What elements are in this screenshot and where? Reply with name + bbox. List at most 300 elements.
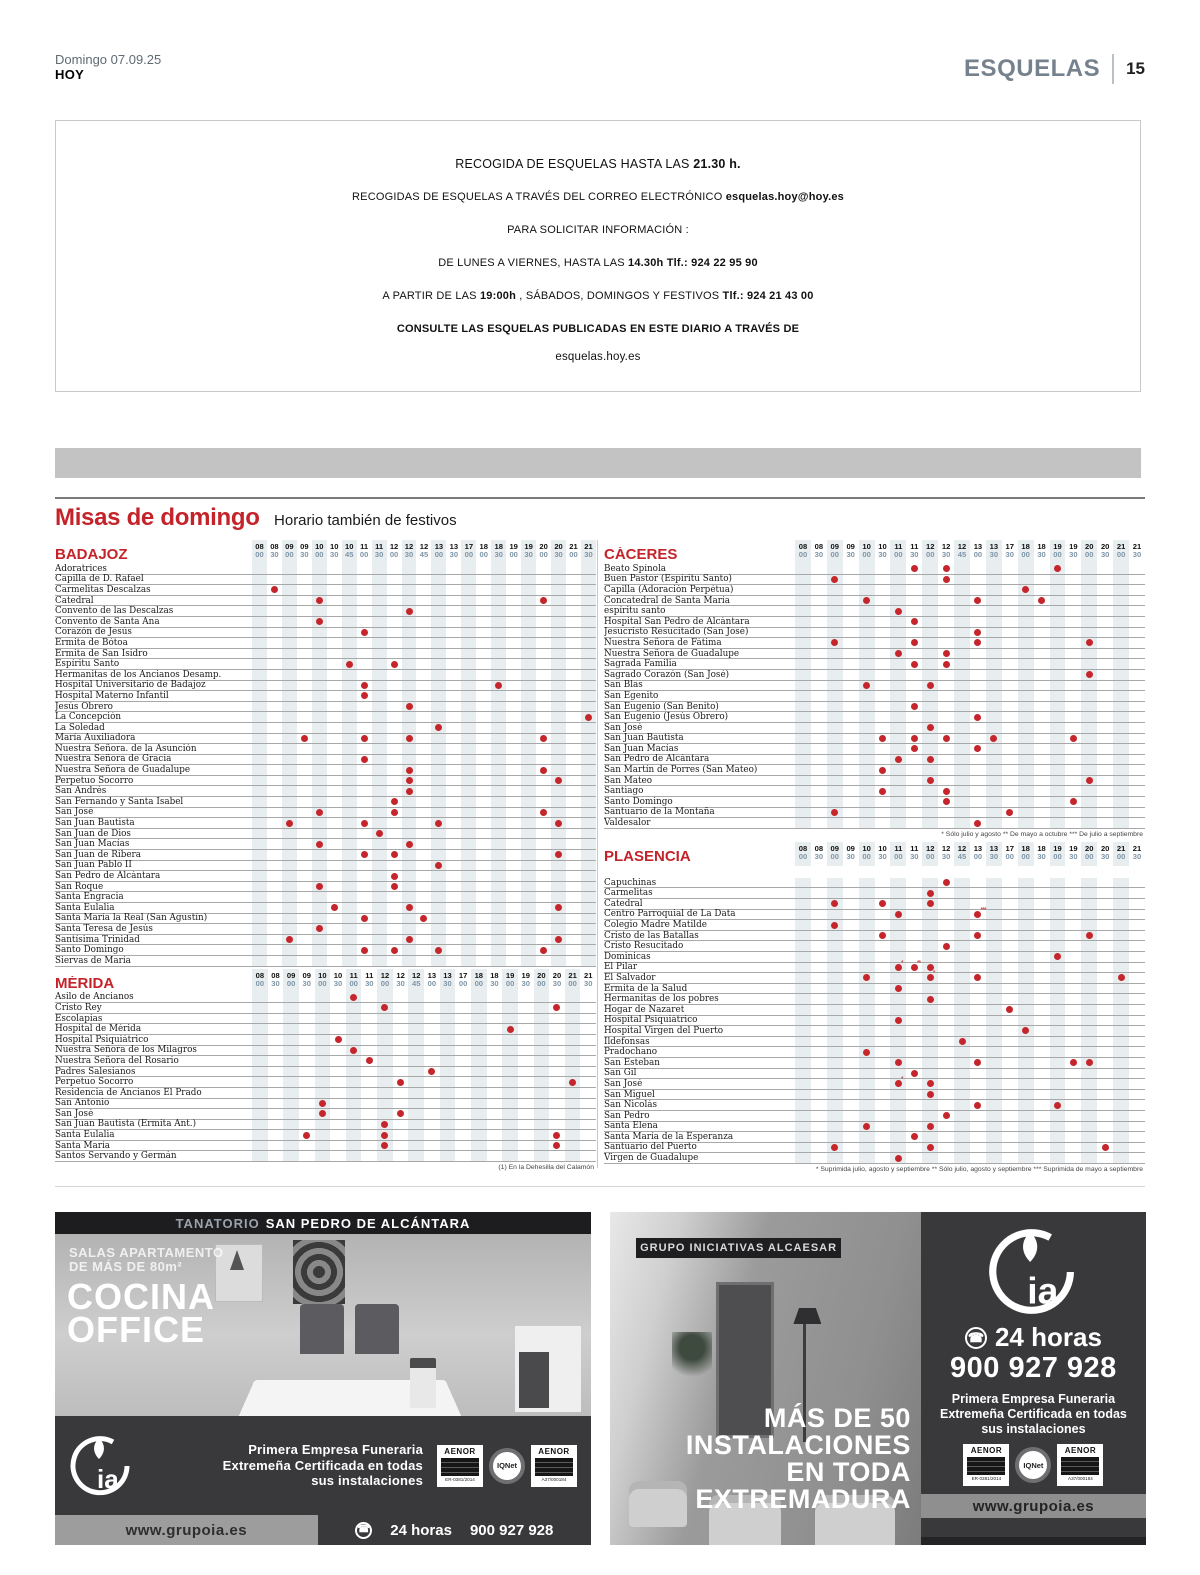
time-cell xyxy=(986,575,1002,585)
mass-dot xyxy=(350,994,357,1001)
time-cell xyxy=(1002,1079,1018,1089)
mass-dot xyxy=(863,1049,870,1056)
time-cell xyxy=(843,963,859,973)
time-cell xyxy=(970,659,986,669)
time-cell xyxy=(1050,1132,1066,1142)
time-cell xyxy=(487,1046,503,1056)
time-cell xyxy=(491,892,506,902)
time-cell xyxy=(387,956,402,966)
time-cell xyxy=(506,776,521,786)
time-cell xyxy=(811,920,827,930)
time-cell xyxy=(1129,1100,1145,1110)
time-cell xyxy=(1050,596,1066,606)
time-cell xyxy=(811,984,827,994)
time-column-header: 09 00 xyxy=(827,540,843,564)
time-cell xyxy=(795,628,811,638)
time-cell xyxy=(327,744,342,754)
mass-dot xyxy=(397,1110,404,1117)
time-cell xyxy=(424,1109,440,1119)
time-cell xyxy=(875,952,891,962)
mass-dot xyxy=(435,820,442,827)
time-column-header: 18 00 xyxy=(1018,540,1034,564)
time-cell xyxy=(827,973,843,983)
time-cell xyxy=(551,903,566,913)
time-cell xyxy=(1129,910,1145,920)
time-cell xyxy=(518,1109,534,1119)
time-cell xyxy=(986,681,1002,691)
time-cell xyxy=(372,818,387,828)
mass-dot xyxy=(927,1091,934,1098)
time-cell xyxy=(536,638,551,648)
time-cell xyxy=(890,638,906,648)
time-cell xyxy=(811,776,827,786)
time-cell xyxy=(393,1003,409,1013)
time-cell xyxy=(424,1056,440,1066)
time-cell xyxy=(1018,973,1034,983)
time-cell xyxy=(922,755,938,765)
table-row xyxy=(604,1090,1145,1101)
time-cell xyxy=(416,818,431,828)
time-cell xyxy=(252,993,268,1003)
time-cell xyxy=(1034,952,1050,962)
time-cell xyxy=(795,1058,811,1068)
time-cell xyxy=(1113,1122,1129,1132)
time-cell xyxy=(1050,786,1066,796)
time-cell xyxy=(461,861,476,871)
time-cell xyxy=(811,963,827,973)
church-name: Residencia de Ancianos El Prado xyxy=(55,1087,202,1098)
time-cell xyxy=(387,818,402,828)
time-cell xyxy=(471,1088,487,1098)
time-cell xyxy=(357,914,372,924)
time-cell xyxy=(393,1151,409,1161)
time-cell xyxy=(476,638,491,648)
masses-left-column xyxy=(55,540,596,1175)
time-cell xyxy=(416,850,431,860)
time-cell xyxy=(986,596,1002,606)
time-cell xyxy=(536,681,551,691)
time-cell xyxy=(1065,1143,1081,1153)
time-cell xyxy=(1097,649,1113,659)
time-cell xyxy=(312,744,327,754)
time-cell xyxy=(986,617,1002,627)
phone-number: 900 927 928 xyxy=(469,1521,554,1539)
mass-dot xyxy=(927,724,934,731)
time-cell xyxy=(312,776,327,786)
time-cell xyxy=(416,702,431,712)
time-cell xyxy=(1081,628,1097,638)
time-cell xyxy=(566,765,581,775)
time-cell xyxy=(342,882,357,892)
time-cell xyxy=(1065,1100,1081,1110)
time-cell xyxy=(357,638,372,648)
time-cell xyxy=(357,659,372,669)
time-cell xyxy=(827,952,843,962)
time-cell xyxy=(282,617,297,627)
time-cell xyxy=(1050,1122,1066,1132)
time-cell xyxy=(424,993,440,1003)
time-cell xyxy=(424,1120,440,1130)
time-cell xyxy=(827,585,843,595)
time-column-header: 10 00 xyxy=(315,969,331,993)
time-cell xyxy=(446,638,461,648)
time-cell xyxy=(408,1046,424,1056)
time-cell xyxy=(875,1037,891,1047)
time-cell xyxy=(1113,585,1129,595)
time-cell xyxy=(1129,994,1145,1004)
time-cell xyxy=(327,702,342,712)
time-cell xyxy=(906,878,922,888)
time-cell xyxy=(491,702,506,712)
time-cell xyxy=(1081,1090,1097,1100)
time-cell xyxy=(581,818,596,828)
time-cell xyxy=(1065,1153,1081,1163)
church-name: Espíritu Santo xyxy=(55,659,120,670)
time-cell xyxy=(1034,691,1050,701)
time-cell xyxy=(357,744,372,754)
time-cell xyxy=(534,1014,550,1024)
time-cell xyxy=(1097,984,1113,994)
time-cell xyxy=(431,935,446,945)
time-cell xyxy=(476,903,491,913)
time-cell xyxy=(1050,585,1066,595)
time-cell xyxy=(402,744,417,754)
church-name: San Juan de Ribera xyxy=(55,849,141,860)
aenor-label: AENOR xyxy=(1064,1446,1097,1455)
time-cell xyxy=(1113,818,1129,828)
time-cell xyxy=(811,670,827,680)
time-cell xyxy=(859,786,875,796)
ad-photo-lobby xyxy=(610,1212,921,1545)
time-cell xyxy=(1034,734,1050,744)
time-cell xyxy=(446,691,461,701)
time-cell xyxy=(283,1024,299,1034)
time-cell xyxy=(795,1153,811,1163)
time-cell xyxy=(342,723,357,733)
time-cell xyxy=(402,585,417,595)
time-cell xyxy=(461,712,476,722)
time-cell xyxy=(827,1037,843,1047)
time-cell xyxy=(811,712,827,722)
time-cell xyxy=(342,829,357,839)
time-cell xyxy=(549,1099,565,1109)
time-cell xyxy=(566,606,581,616)
time-cell xyxy=(581,681,596,691)
time-cell xyxy=(1129,585,1145,595)
time-cell xyxy=(534,1120,550,1130)
time-cell xyxy=(1129,878,1145,888)
time-cell xyxy=(859,1111,875,1121)
time-cell xyxy=(1018,1100,1034,1110)
time-cell xyxy=(954,910,970,920)
mass-dot xyxy=(895,1017,902,1024)
time-cell xyxy=(1002,984,1018,994)
time-cell xyxy=(267,935,282,945)
time-cell xyxy=(491,956,506,966)
big-line2: INSTALACIONES xyxy=(685,1430,911,1460)
time-cell xyxy=(282,606,297,616)
time-cell xyxy=(402,945,417,955)
time-cell xyxy=(906,1047,922,1057)
claim-line2: Extremeña Certificada en todas xyxy=(939,1407,1127,1421)
time-cell xyxy=(859,878,875,888)
time-cell xyxy=(487,1067,503,1077)
table-row xyxy=(604,1037,1145,1048)
time-cell xyxy=(581,585,596,595)
time-cell xyxy=(811,617,827,627)
time-cell xyxy=(327,818,342,828)
church-name: Escolapias xyxy=(55,1013,103,1024)
time-cell xyxy=(875,818,891,828)
time-cell xyxy=(986,878,1002,888)
time-cell xyxy=(315,1035,331,1045)
time-cell xyxy=(970,1026,986,1036)
time-cell xyxy=(267,702,282,712)
time-cell xyxy=(1050,963,1066,973)
time-cell xyxy=(1050,628,1066,638)
time-cell xyxy=(387,776,402,786)
time-cell xyxy=(518,1141,534,1151)
time-cell xyxy=(518,1003,534,1013)
time-cell xyxy=(580,1120,596,1130)
phone-block xyxy=(318,1515,591,1545)
time-cell xyxy=(1002,1037,1018,1047)
time-cell xyxy=(393,1141,409,1151)
time-cell xyxy=(297,776,312,786)
time-cell xyxy=(843,776,859,786)
time-cell xyxy=(827,941,843,951)
mass-dot xyxy=(540,735,547,742)
time-cell xyxy=(346,993,362,1003)
church-name: Ermita de Bótoa xyxy=(55,637,128,648)
time-cell xyxy=(581,744,596,754)
time-cell xyxy=(954,818,970,828)
time-cell xyxy=(566,723,581,733)
time-cell xyxy=(1081,1058,1097,1068)
time-cell xyxy=(986,910,1002,920)
time-cell xyxy=(566,734,581,744)
time-cell xyxy=(1113,910,1129,920)
time-cell xyxy=(506,765,521,775)
time-cell xyxy=(446,659,461,669)
time-cell xyxy=(581,702,596,712)
time-cell xyxy=(416,575,431,585)
time-cell xyxy=(938,723,954,733)
time-cell xyxy=(521,606,536,616)
time-cell xyxy=(938,734,954,744)
time-cell xyxy=(875,606,891,616)
time-cell xyxy=(922,1090,938,1100)
time-cell xyxy=(342,850,357,860)
mass-dot xyxy=(1086,671,1093,678)
time-cell xyxy=(506,829,521,839)
mass-dot xyxy=(831,639,838,646)
time-cell xyxy=(252,1120,268,1130)
time-cell xyxy=(476,765,491,775)
time-cell xyxy=(1002,564,1018,574)
time-cell xyxy=(1097,1090,1113,1100)
time-cell xyxy=(372,914,387,924)
time-cell xyxy=(954,638,970,648)
time-cell xyxy=(327,797,342,807)
time-cell xyxy=(581,956,596,966)
time-cell xyxy=(402,892,417,902)
time-cell xyxy=(843,755,859,765)
time-cell xyxy=(357,564,372,574)
time-cell xyxy=(827,702,843,712)
time-cell xyxy=(551,924,566,934)
overlay-line1: SALAS APARTAMENTO xyxy=(69,1245,224,1260)
time-cell xyxy=(970,808,986,818)
time-cell xyxy=(402,723,417,733)
table-footnote: * Sólo julio y agosto ** De mayo a octubre *** De julio a septiembre xyxy=(941,830,1143,838)
church-name: El Salvador xyxy=(604,972,656,983)
city-title: MÉRIDA xyxy=(55,975,115,992)
time-cell xyxy=(297,818,312,828)
time-cell xyxy=(408,1024,424,1034)
time-cell xyxy=(875,691,891,701)
time-cell xyxy=(843,1132,859,1142)
time-cell xyxy=(471,1035,487,1045)
time-cell xyxy=(986,1153,1002,1163)
time-cell xyxy=(795,1111,811,1121)
photo-chair xyxy=(300,1304,344,1354)
time-cell xyxy=(938,818,954,828)
time-cell xyxy=(357,606,372,616)
time-cell xyxy=(1113,681,1129,691)
time-cell xyxy=(986,1016,1002,1026)
mass-dot: ** xyxy=(911,964,918,971)
time-cell xyxy=(282,871,297,881)
city-title: CÁCERES xyxy=(604,547,678,563)
time-column-header: 12 30 xyxy=(941,542,951,559)
time-cell xyxy=(551,649,566,659)
time-cell xyxy=(827,888,843,898)
time-cell xyxy=(875,878,891,888)
time-cell xyxy=(551,659,566,669)
time-cell xyxy=(811,888,827,898)
time-cell xyxy=(811,1132,827,1142)
time-cell xyxy=(534,1003,550,1013)
time-cell xyxy=(431,670,446,680)
time-cell xyxy=(506,617,521,627)
mass-dot xyxy=(406,608,413,615)
time-cell xyxy=(843,1143,859,1153)
table-row xyxy=(55,903,596,914)
time-cell xyxy=(446,914,461,924)
table-row xyxy=(604,638,1145,649)
table-row xyxy=(55,1046,596,1057)
time-cell xyxy=(342,670,357,680)
time-cell xyxy=(402,712,417,722)
time-cell xyxy=(372,734,387,744)
time-cell xyxy=(1081,1143,1097,1153)
time-cell xyxy=(581,797,596,807)
mass-dot xyxy=(1054,953,1061,960)
time-cell xyxy=(446,765,461,775)
ad-dark-panel xyxy=(921,1212,1146,1545)
mass-dot xyxy=(879,788,886,795)
time-cell xyxy=(312,892,327,902)
time-cell xyxy=(986,670,1002,680)
time-cell xyxy=(1097,1058,1113,1068)
time-cell xyxy=(795,1026,811,1036)
church-name: San Gil xyxy=(604,1068,637,1079)
time-cell xyxy=(283,1067,299,1077)
church-name: San Juan Macías xyxy=(604,743,679,754)
time-cell xyxy=(252,691,267,701)
time-cell xyxy=(471,1077,487,1087)
time-cell xyxy=(268,1003,284,1013)
time-cell xyxy=(327,628,342,638)
church-name: San Miguel xyxy=(604,1089,655,1100)
time-cell xyxy=(890,575,906,585)
time-cell xyxy=(446,776,461,786)
time-cell xyxy=(922,910,938,920)
time-cell xyxy=(297,702,312,712)
time-cell xyxy=(521,882,536,892)
esquelas-notice-box xyxy=(55,120,1141,392)
time-cell xyxy=(581,861,596,871)
time-cell xyxy=(506,638,521,648)
time-cell xyxy=(890,984,906,994)
time-cell xyxy=(549,1067,565,1077)
aenor-label: AENOR xyxy=(538,1446,570,1456)
time-cell xyxy=(440,1046,456,1056)
time-cell xyxy=(566,924,581,934)
time-cell xyxy=(795,1090,811,1100)
time-cell xyxy=(342,935,357,945)
time-cell xyxy=(252,861,267,871)
time-cell xyxy=(431,892,446,902)
time-column-header: 08 30 xyxy=(814,542,824,559)
time-cell xyxy=(565,1151,581,1161)
time-cell xyxy=(283,1141,299,1151)
time-cell xyxy=(970,1037,986,1047)
time-cell xyxy=(1018,888,1034,898)
time-cell xyxy=(1065,776,1081,786)
time-cell xyxy=(565,1035,581,1045)
time-cell xyxy=(1050,1016,1066,1026)
time-cell xyxy=(1034,888,1050,898)
table-row xyxy=(55,691,596,702)
time-cell xyxy=(938,1005,954,1015)
table-header-row xyxy=(55,540,596,564)
time-cell xyxy=(859,596,875,606)
time-cell xyxy=(487,1120,503,1130)
time-cell xyxy=(795,755,811,765)
time-cell xyxy=(1081,659,1097,669)
time-cell xyxy=(551,755,566,765)
time-cell xyxy=(431,596,446,606)
time-cell xyxy=(521,839,536,849)
time-cell xyxy=(282,691,297,701)
page-number: 15 xyxy=(1126,59,1145,78)
time-cell xyxy=(297,924,312,934)
time-cell xyxy=(1129,941,1145,951)
time-cell xyxy=(859,1037,875,1047)
time-cell xyxy=(922,1069,938,1079)
time-cell xyxy=(282,924,297,934)
time-column-header: 11 00 xyxy=(890,540,906,564)
time-cell xyxy=(551,575,566,585)
time-cell xyxy=(1034,755,1050,765)
time-cell xyxy=(1113,1058,1129,1068)
time-cell xyxy=(827,564,843,574)
time-cell xyxy=(461,776,476,786)
time-cell xyxy=(954,617,970,627)
time-cell xyxy=(487,1099,503,1109)
